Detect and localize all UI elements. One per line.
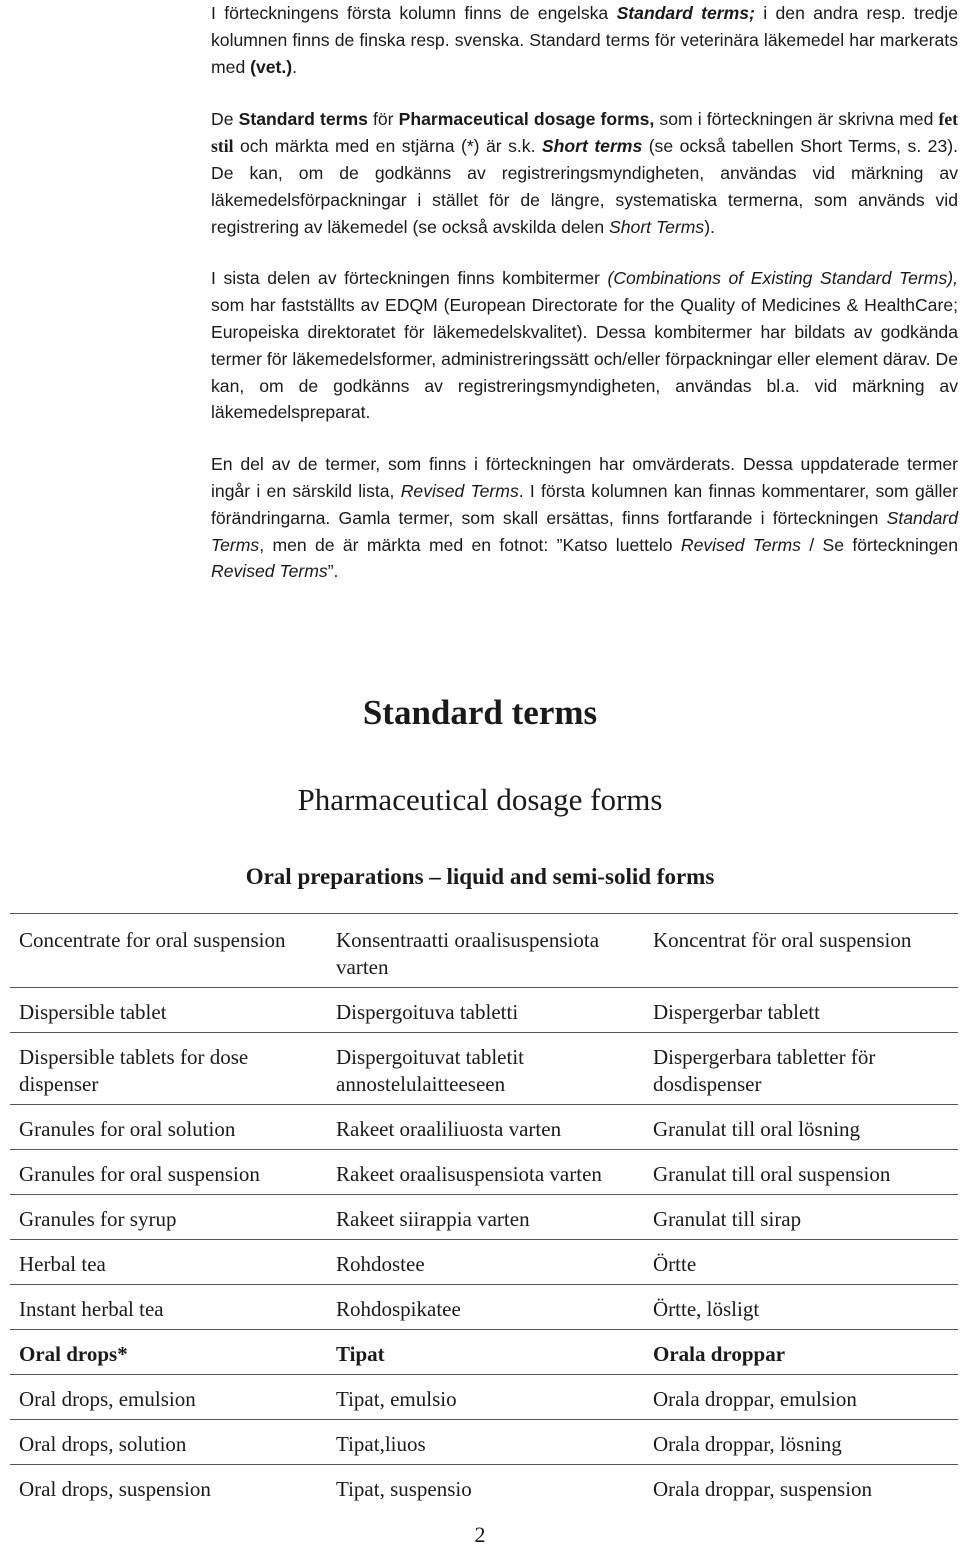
term-finnish: Rakeet oraaliliuosta varten bbox=[327, 1105, 644, 1150]
term-swedish: Orala droppar bbox=[644, 1330, 958, 1375]
term-finnish: Tipat, emulsio bbox=[327, 1375, 644, 1420]
term-swedish: Dispergerbar tablett bbox=[644, 988, 958, 1033]
term-finnish: Konsentraatti oraalisuspensiota varten bbox=[327, 914, 644, 988]
terms-table bbox=[10, 913, 958, 1509]
term-english: Dispersible tablet bbox=[10, 988, 327, 1033]
table-row bbox=[10, 1150, 958, 1195]
term-swedish: Orala droppar, lösning bbox=[644, 1420, 958, 1465]
term-english: Granules for oral suspension bbox=[10, 1150, 327, 1195]
term-finnish: Rohdospikatee bbox=[327, 1285, 644, 1330]
term-finnish: Tipat bbox=[327, 1330, 644, 1375]
term-english: Instant herbal tea bbox=[10, 1285, 327, 1330]
term-english: Concentrate for oral suspension bbox=[10, 914, 327, 988]
term-swedish: Dispergerbara tabletter för dosdispenser bbox=[644, 1033, 958, 1105]
intro-paragraph-2: De Standard terms för Pharmaceutical dosage forms, som i förteckningen är skrivna med fet stil och märkta med en stjärna (*) är s.k. Short terms (se också tabellen Short Terms, s. 23). De kan, om de godkänns av registreringsmyndigheten, användas vid märkning av läkemedelsförpackningar i stället för de längre, systematiska termerna, som används vid registrering av läkemedel (se också avskilda delen Short Terms). bbox=[211, 109, 958, 237]
table-row bbox=[10, 1240, 958, 1285]
intro-paragraph-1: I förteckningens första kolumn finns de engelska Standard terms; i den andra resp. tredje kolumnen finns de finska resp. svenska. Standard terms för veterinära läkemedel har markerats med (vet.). bbox=[211, 3, 959, 77]
term-finnish: Dispergoituva tabletti bbox=[327, 988, 644, 1033]
table-row bbox=[10, 1033, 958, 1105]
term-finnish: Rakeet oraalisuspensiota varten bbox=[327, 1150, 644, 1195]
term-swedish: Granulat till oral lösning bbox=[644, 1105, 958, 1150]
page-title: Standard terms bbox=[362, 693, 598, 732]
section-heading: Oral preparations – liquid and semi-solid forms bbox=[245, 864, 715, 889]
table-row bbox=[10, 1465, 958, 1510]
term-swedish: Örtte, lösligt bbox=[644, 1285, 958, 1330]
page-subtitle: Pharmaceutical dosage forms bbox=[297, 782, 663, 817]
term-swedish: Granulat till sirap bbox=[644, 1195, 958, 1240]
term-finnish: Tipat, suspensio bbox=[327, 1465, 644, 1510]
table-row bbox=[10, 988, 958, 1033]
term-english: Oral drops* bbox=[10, 1330, 327, 1375]
page-number: 2 bbox=[474, 1522, 486, 1547]
term-english: Herbal tea bbox=[10, 1240, 327, 1285]
table-row bbox=[10, 1285, 958, 1330]
intro-text bbox=[211, 0, 958, 610]
table-row bbox=[10, 1330, 958, 1375]
intro-paragraph-4: En del av de termer, som finns i förteckningen har omvärderats. Dessa uppdaterade termer ingår i en särskild lista, Revised Terms. I första kolumnen kan finnas kommentarer, som gäller förändringarna. Gamla termer, som skall ersättas, finns fortfarande i förteckningen Standard Terms, men de är märkta med en fotnot: ”Katso luettelo Revised Terms / Se förteckningen Revised Terms”. bbox=[211, 454, 958, 582]
table-row bbox=[10, 914, 958, 988]
table-row bbox=[10, 1105, 958, 1150]
term-swedish: Orala droppar, emulsion bbox=[644, 1375, 958, 1420]
term-finnish: Dispergoituvat tabletit annostelulaitteeseen bbox=[327, 1033, 644, 1105]
term-finnish: Rohdostee bbox=[327, 1240, 644, 1285]
term-finnish: Tipat,liuos bbox=[327, 1420, 644, 1465]
term-english: Oral drops, emulsion bbox=[10, 1375, 327, 1420]
term-english: Oral drops, suspension bbox=[10, 1465, 327, 1510]
term-finnish: Rakeet siirappia varten bbox=[327, 1195, 644, 1240]
table-row bbox=[10, 1420, 958, 1465]
intro-paragraph-3: I sista delen av förteckningen finns kombitermer (Combinations of Existing Standard Terms), som har fastställts av EDQM (European Directorate for the Quality of Medicines & HealthCare; Europeiska direktoratet för läkemedelskvalitet). Dessa kombitermer har bildats av godkända termer för läkemedelsformer, administreringssätt och/eller förpackningar eller element därav. De kan, om de godkänns av registreringsmyndigheten, användas bl.a. vid märkning av läkemedelspreparat. bbox=[211, 268, 958, 423]
term-english: Granules for syrup bbox=[10, 1195, 327, 1240]
table-row bbox=[10, 1195, 958, 1240]
term-swedish: Örtte bbox=[644, 1240, 958, 1285]
term-swedish: Koncentrat för oral suspension bbox=[644, 914, 958, 988]
term-swedish: Orala droppar, suspension bbox=[644, 1465, 958, 1510]
term-english: Granules for oral solution bbox=[10, 1105, 327, 1150]
table-row bbox=[10, 1375, 958, 1420]
term-english: Dispersible tablets for dose dispenser bbox=[10, 1033, 327, 1105]
term-swedish: Granulat till oral suspension bbox=[644, 1150, 958, 1195]
term-english: Oral drops, solution bbox=[10, 1420, 327, 1465]
